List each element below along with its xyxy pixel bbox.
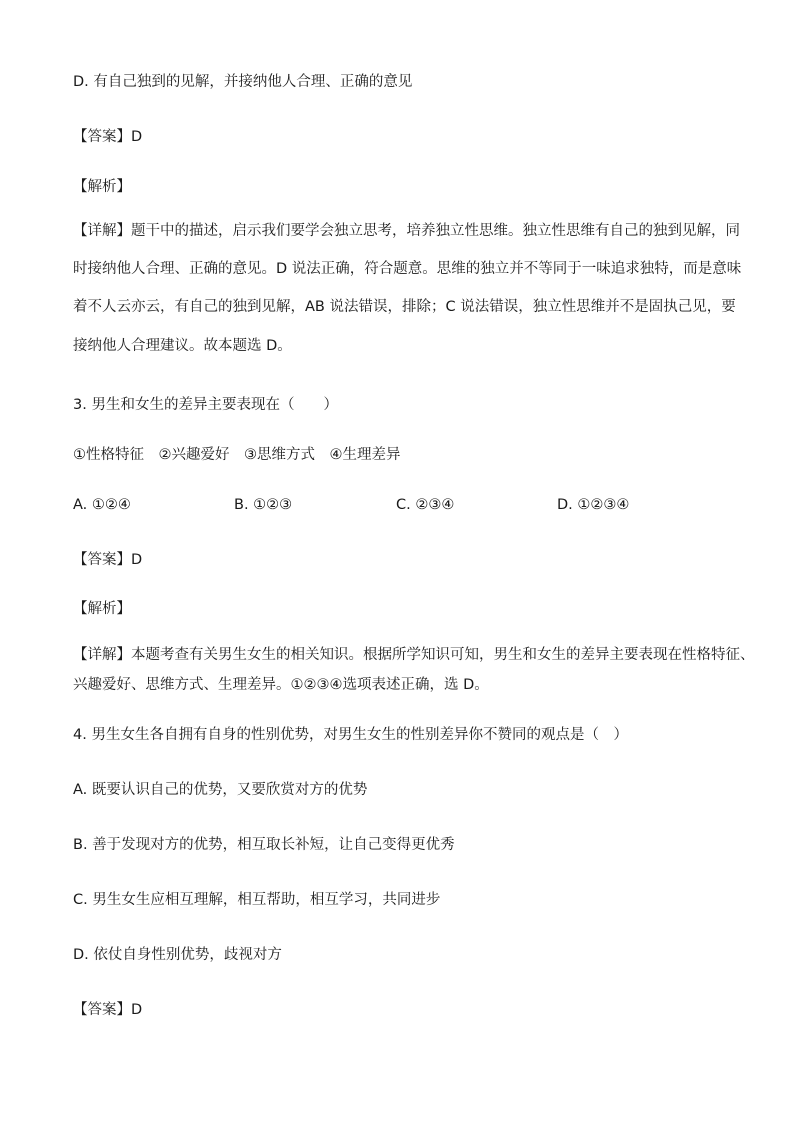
q4-answer: 【答案】D [73,1002,143,1018]
q2-analysis-heading: 【解析】 [73,179,131,195]
q3-stem: 3. 男生和女生的差异主要表现在（ ） [73,397,338,413]
q4-stem: 4. 男生女生各自拥有自身的性别优势，对男生女生的性别差异你不赞同的观点是（ ） [73,727,628,743]
q3-option-a: A. ①②④ [73,497,131,513]
q2-option-d: D. 有自己独到的见解，并接纳他人合理、正确的意见 [73,74,413,90]
q2-answer: 【答案】D [73,129,143,145]
q4-option-d: D. 依仗自身性别优势，歧视对方 [73,947,282,963]
q3-option-c: C. ②③④ [396,497,455,513]
q3-analysis-heading: 【解析】 [73,601,131,617]
q2-detail-line: 时接纳他人合理、正确的意见。D 说法正确，符合题意。思维的独立并不等同于一味追求独特，而是意味 [73,261,742,277]
q4-option-b: B. 善于发现对方的优势，相互取长补短，让自己变得更优秀 [73,837,455,853]
q4-option-a: A. 既要认识自己的优势，又要欣赏对方的优势 [73,782,368,798]
q3-option-d: D. ①②③④ [557,497,630,513]
q3-detail-line: 兴趣爱好、思维方式、生理差异。①②③④选项表述正确，选 D。 [73,677,489,693]
q3-answer: 【答案】D [73,552,143,568]
q4-option-c: C. 男生女生应相互理解，相互帮助，相互学习，共同进步 [73,892,441,908]
q2-detail-line: 着不人云亦云，有自己的独到见解，AB 说法错误，排除；C 说法错误，独立性思维并不是固执己见，要 [73,299,736,315]
q3-option-b: B. ①②③ [234,497,293,513]
q3-items: ①性格特征 ②兴趣爱好 ③思维方式 ④生理差异 [73,447,401,463]
q2-detail-line: 【详解】题干中的描述，启示我们要学会独立思考，培养独立性思维。独立性思维有自己的独到见解，同 [73,223,740,239]
q2-detail-line: 接纳他人合理建议。故本题选 D。 [73,338,292,354]
q3-detail-line: 【详解】本题考查有关男生女生的相关知识。根据所学知识可知，男生和女生的差异主要表现在性格特征、 [73,647,755,663]
